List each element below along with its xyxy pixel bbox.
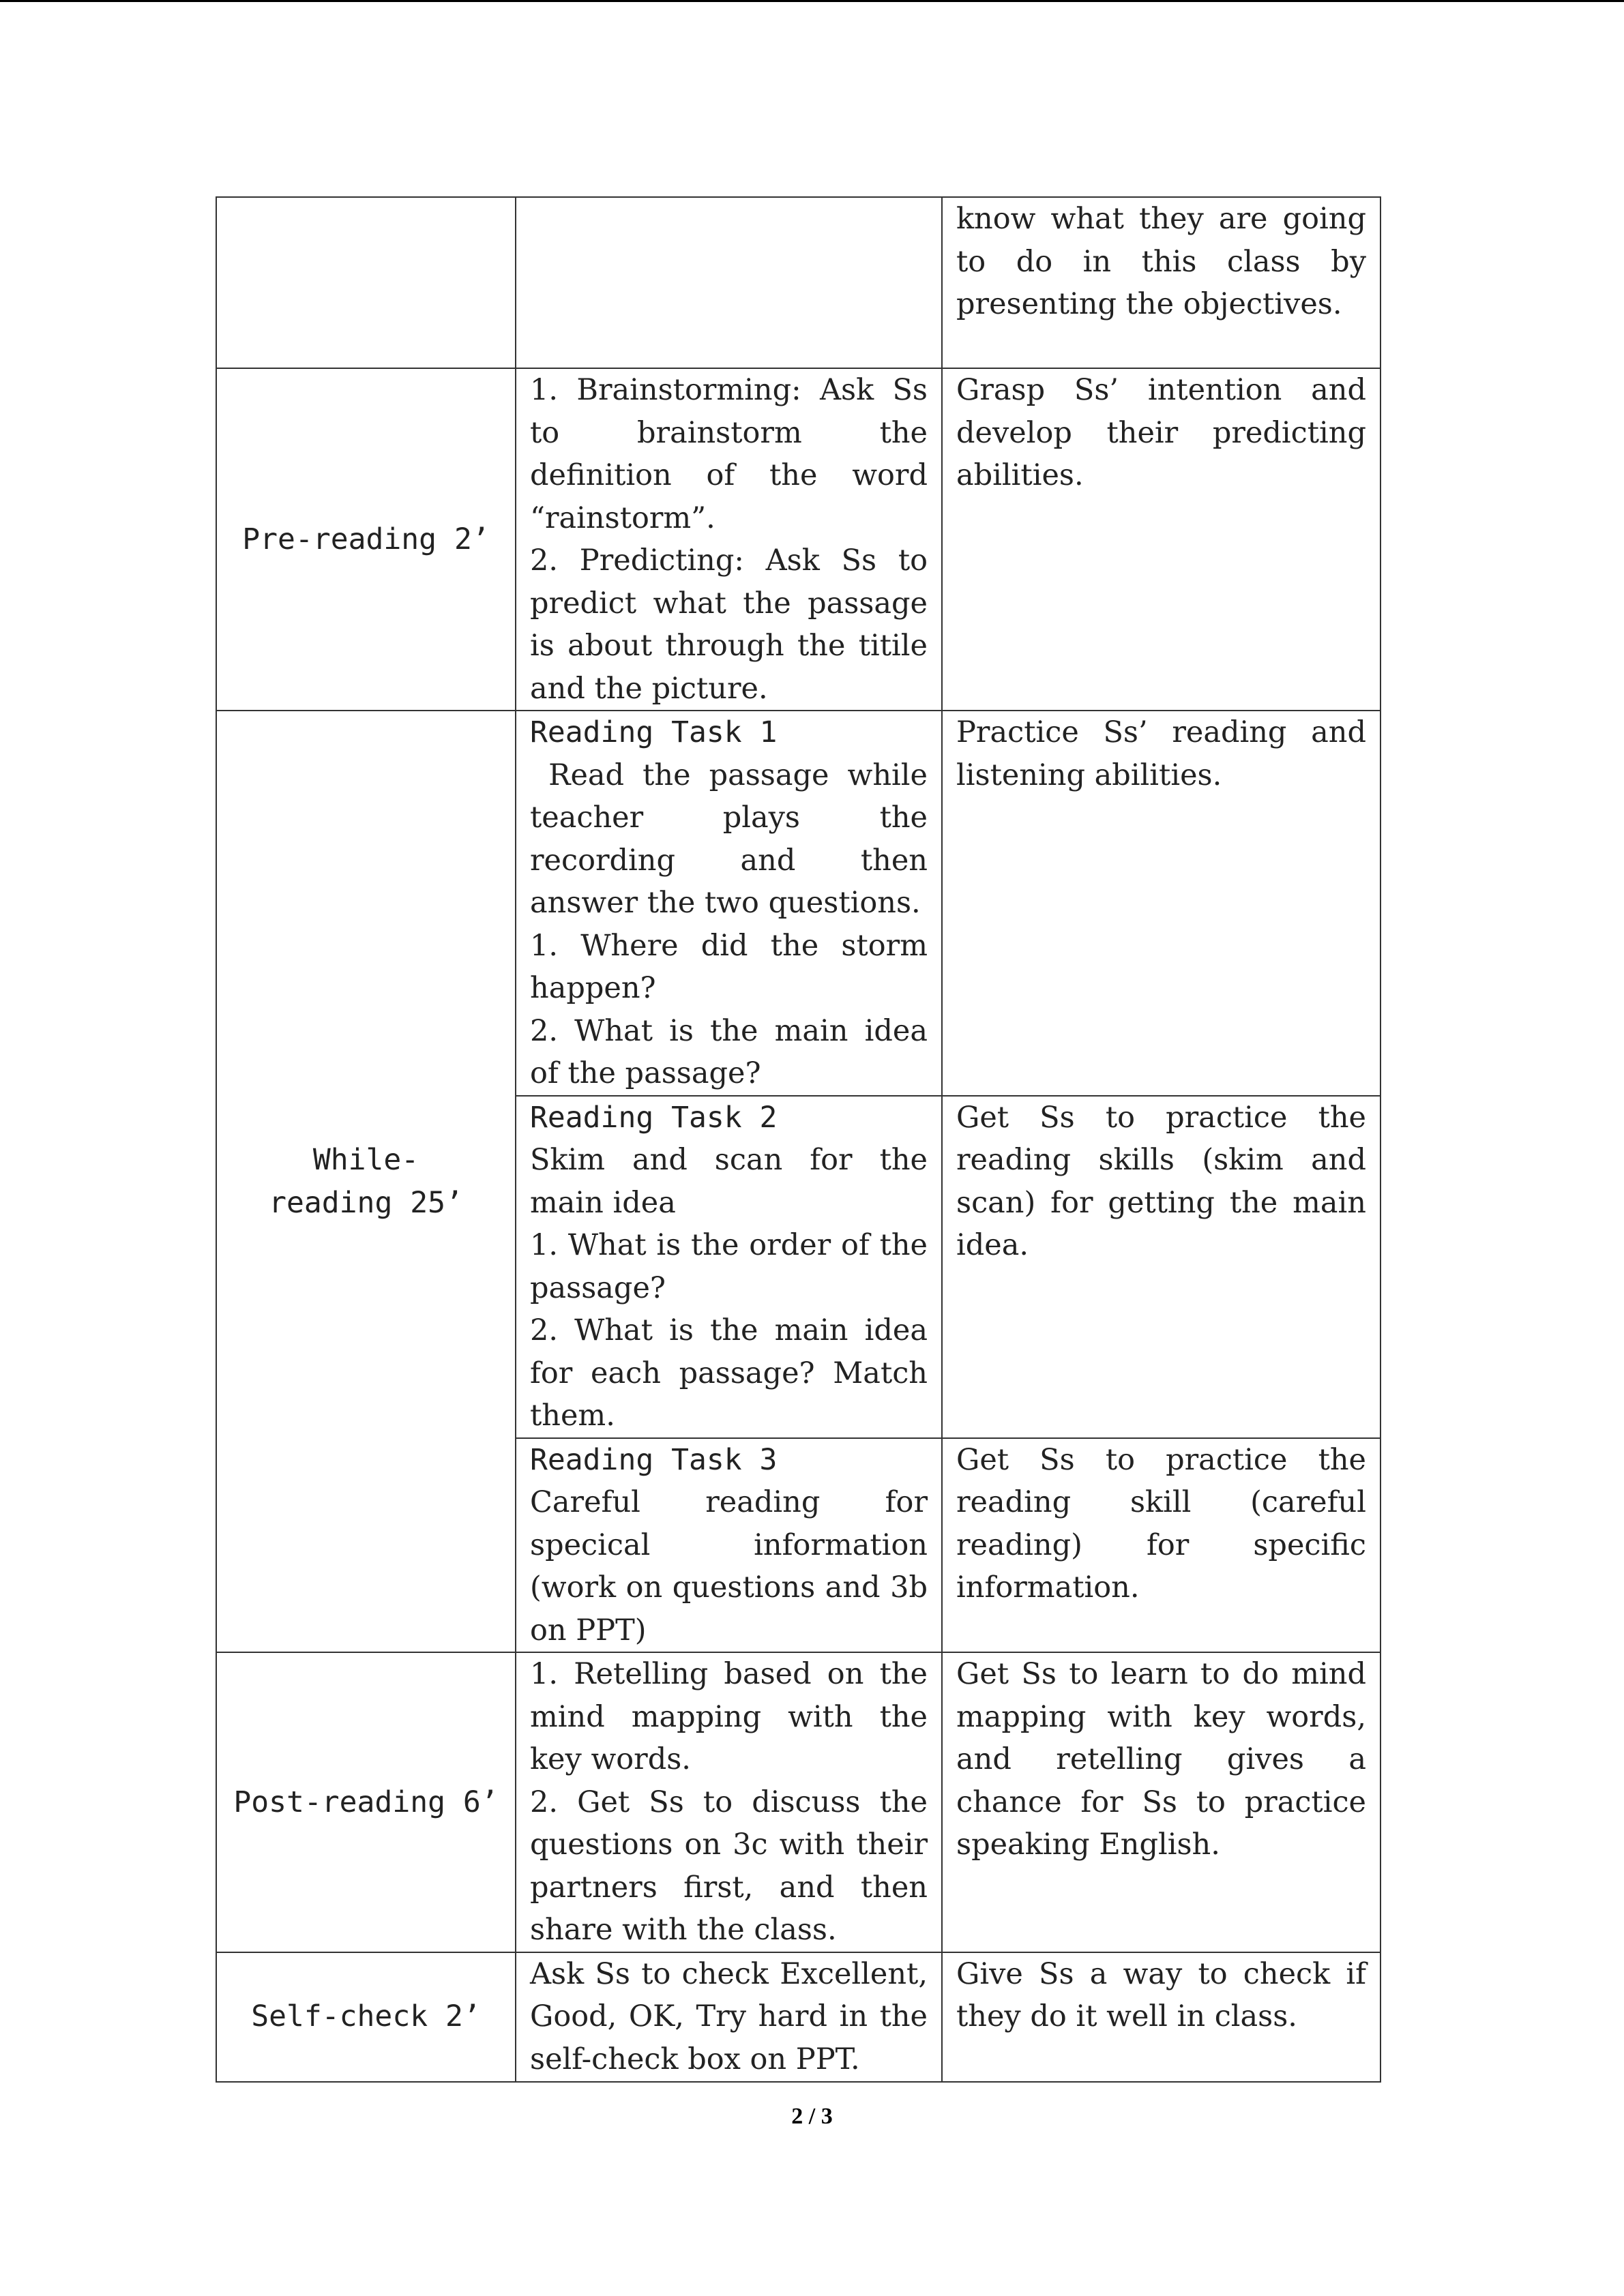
task-title: Reading Task 1: [530, 715, 778, 749]
activity-line: 1. Where did the storm happen?: [530, 928, 928, 1005]
purpose-cell: Get Ss to practice the reading skills (skim and scan) for getting the main idea.: [942, 1096, 1381, 1438]
table-row: [216, 1652, 1381, 1952]
activity-line: 1. Retelling based on the mind mapping with the key words.: [530, 1657, 928, 1776]
stage-cell: [216, 197, 516, 368]
activity-line: 1. What is the order of the passage?: [530, 1228, 928, 1305]
activity-line: Ask Ss to check Excellent, Good, OK, Try hard in the self-check box on PPT.: [530, 1956, 928, 2076]
activity-line: 1. Brainstorming: Ask Ss to brainstorm the definition of the word “rainstorm”.: [530, 373, 928, 535]
stage-cell: Self-check 2’: [216, 1952, 516, 2082]
stage-cell: While-reading 25’: [216, 711, 516, 1652]
purpose-cell: Give Ss a way to check if they do it well in class.: [942, 1952, 1381, 2082]
stage-cell: Pre-reading 2’: [216, 368, 516, 711]
activity-line: 2. What is the main idea of the passage?: [530, 1013, 928, 1090]
purpose-cell: know what they are going to do in this class by presenting the objectives.: [942, 197, 1381, 368]
page-top-border: [0, 0, 1624, 2]
table-row: [216, 711, 1381, 1096]
table-row: [216, 197, 1381, 368]
purpose-cell: Get Ss to practice the reading skill (careful reading) for specific information.: [942, 1438, 1381, 1653]
table-row: [216, 1952, 1381, 2082]
activity-cell: [516, 1652, 942, 1952]
activity-line: 2. Predicting: Ask Ss to predict what the passage is about through the titile and the picture.: [530, 543, 928, 706]
purpose-cell: Grasp Ss’ intention and develop their predicting abilities.: [942, 368, 1381, 711]
page-number: 2 / 3: [791, 2104, 833, 2129]
table-row: [216, 368, 1381, 711]
activity-cell: [516, 1952, 942, 2082]
activity-cell: [516, 1096, 942, 1438]
activity-line: Read the passage while teacher plays the recording and then answer the two questions.: [530, 758, 937, 920]
activity-cell: [516, 711, 942, 1096]
activity-cell: [516, 1438, 942, 1653]
activity-line: 2. What is the main idea for each passage? Match them.: [530, 1313, 928, 1433]
task-title: Reading Task 3: [530, 1442, 778, 1477]
purpose-cell: Get Ss to learn to do mind mapping with key words, and retelling gives a chance for Ss to practice speaking English.: [942, 1652, 1381, 1952]
task-title: Reading Task 2: [530, 1100, 778, 1135]
activity-cell: [516, 368, 942, 711]
stage-cell: Post-reading 6’: [216, 1652, 516, 1952]
activity-line: 2. Get Ss to discuss the questions on 3c with their partners first, and then share with the class.: [530, 1785, 928, 1947]
purpose-cell: Practice Ss’ reading and listening abilities.: [942, 711, 1381, 1096]
activity-line: Careful reading for specical information (work on questions and 3b on PPT): [530, 1485, 928, 1648]
activity-line: Skim and scan for the main idea: [530, 1143, 928, 1220]
lesson-plan-table: [216, 196, 1381, 2083]
activity-cell: [516, 197, 942, 368]
